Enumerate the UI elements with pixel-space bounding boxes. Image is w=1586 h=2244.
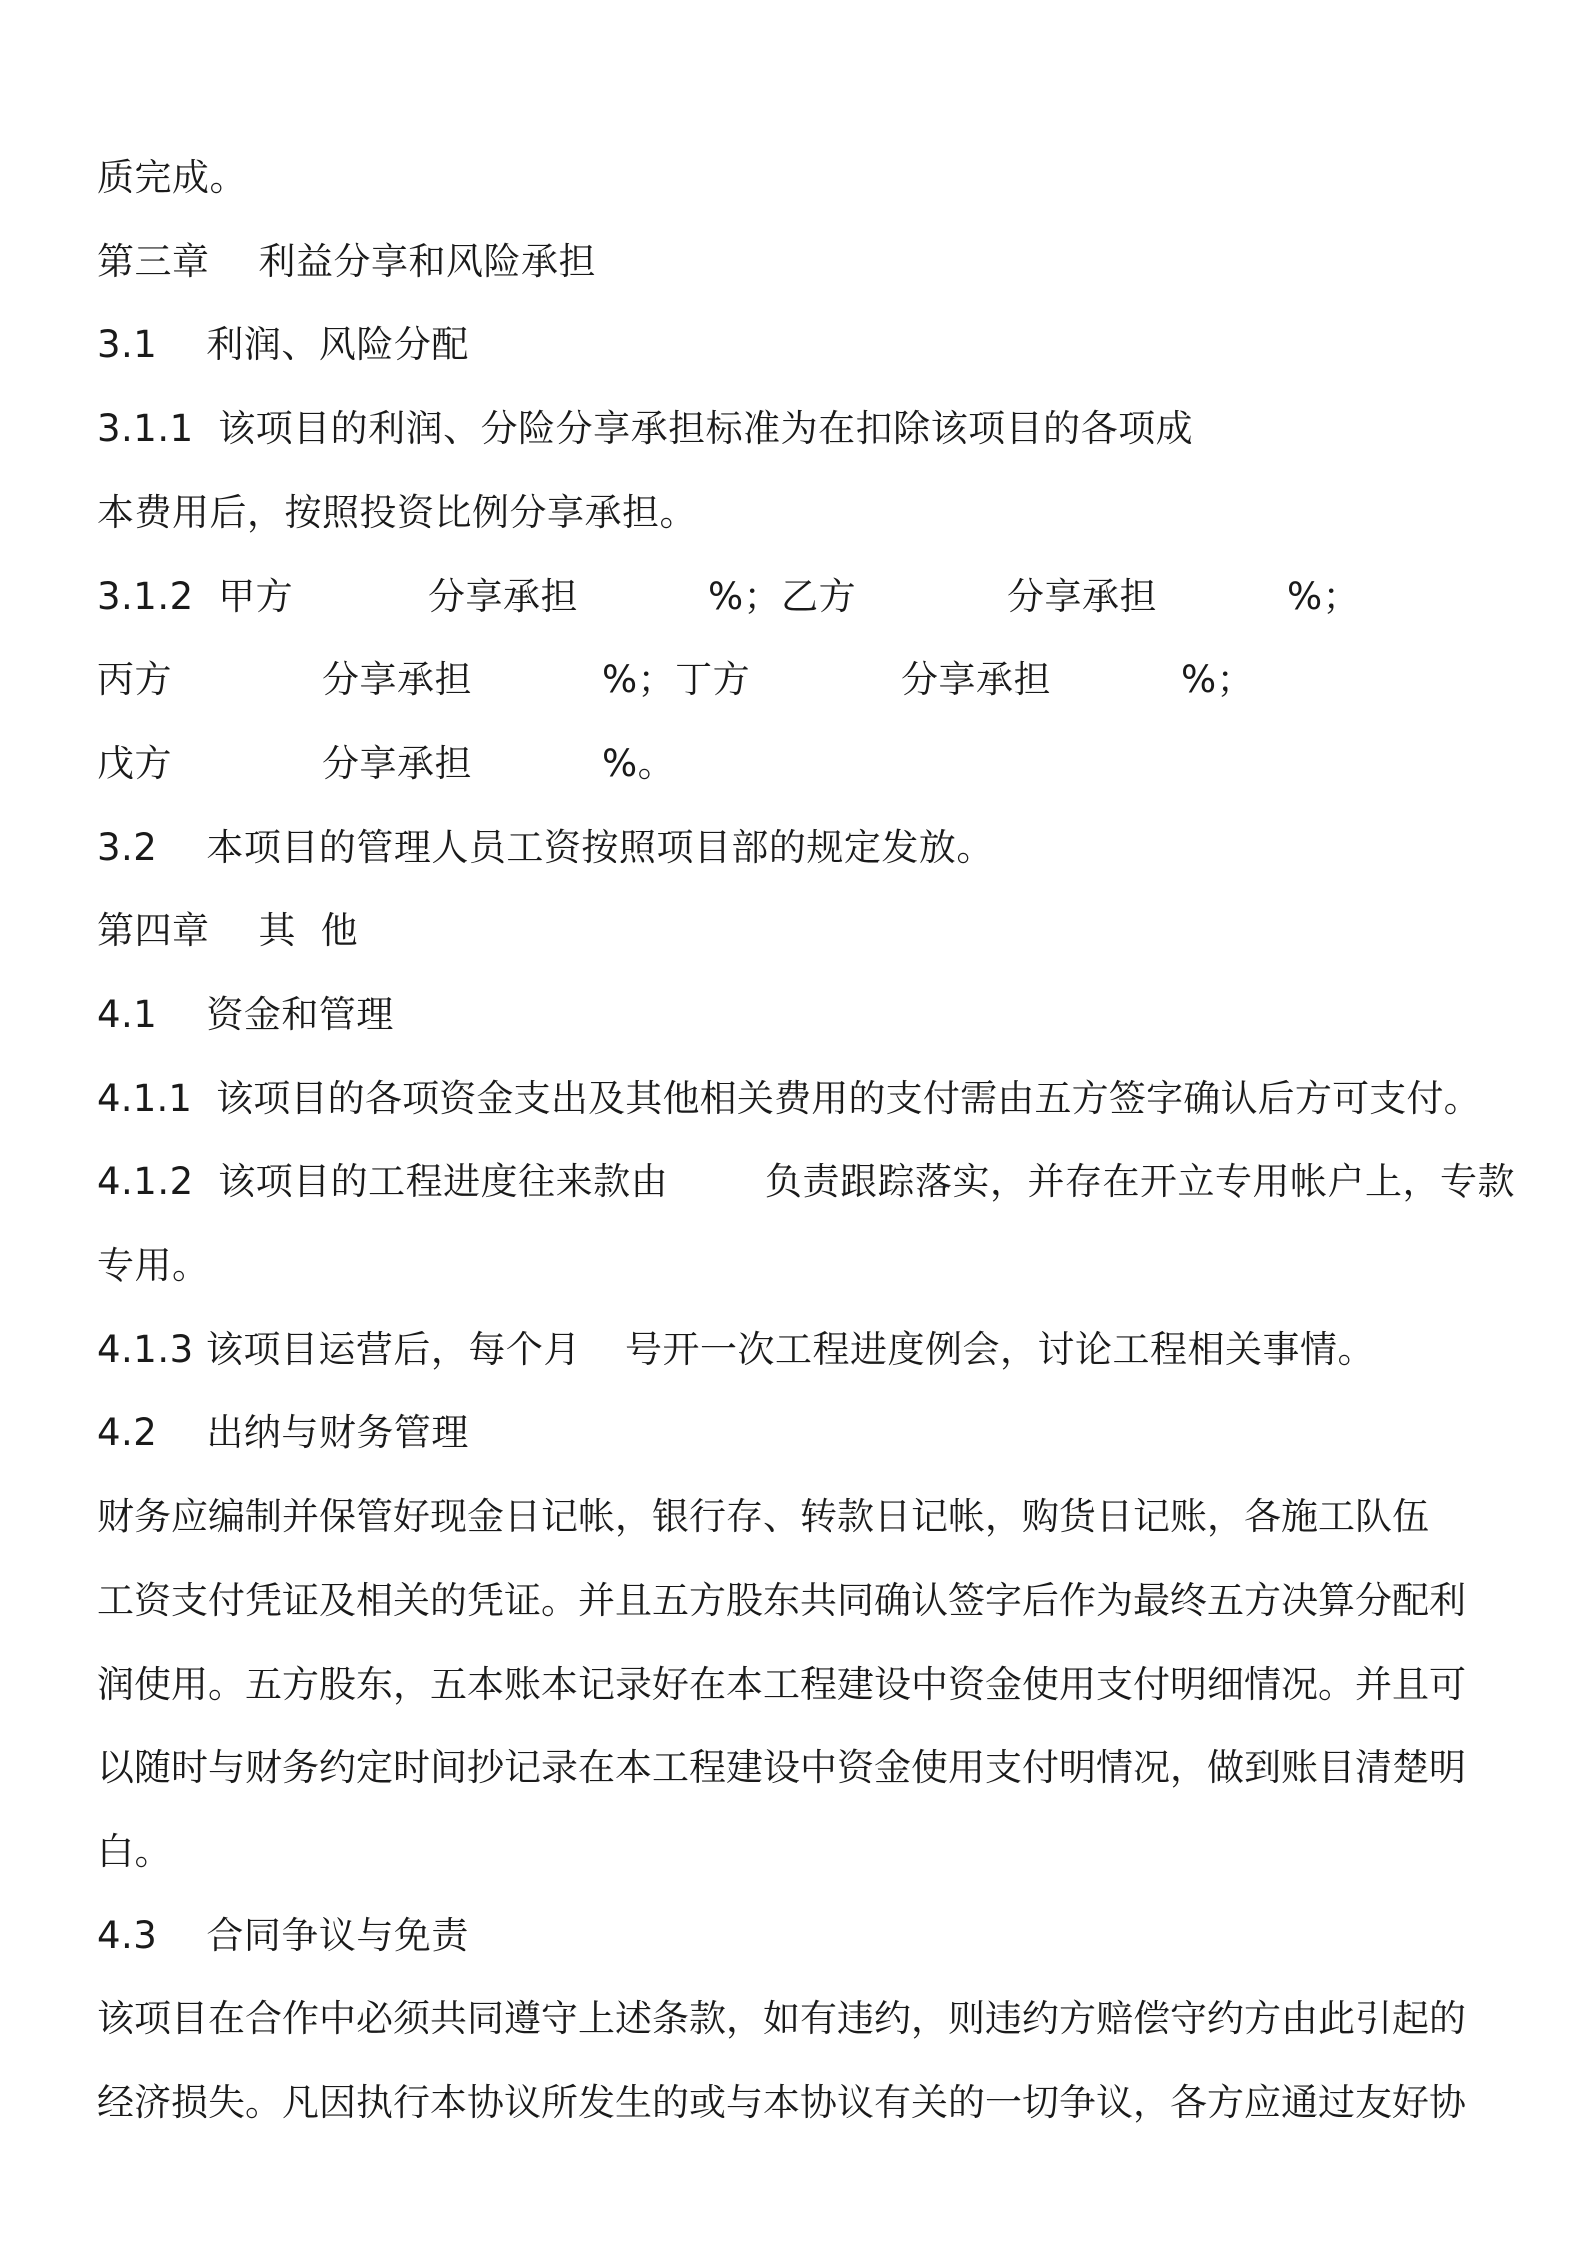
share-label: 分享承担 — [322, 658, 472, 701]
clause-3-1-1-line-1: 3.1.1 该项目的利润、分险分享承担标准为在扣除该项目的各项成 — [97, 407, 1194, 450]
clause-4-1-2-end: 负责跟踪落实，并存在开立专用帐户上，专款 — [765, 1160, 1515, 1203]
clause-4-1-3-start: 4.1.3 该项目运营后，每个月 — [97, 1328, 581, 1371]
share-label: 分享承担 — [1007, 575, 1157, 618]
section-4-3-heading: 4.3 合同争议与免责 — [97, 1914, 469, 1957]
clause-4-1-3 — [97, 1326, 1517, 1374]
clause-3-1-2-line-3 — [97, 740, 1497, 788]
section-3-2-text: 3.2 本项目的管理人员工资按照项目部的规定发放。 — [97, 826, 994, 869]
paragraph-4-2-line-5: 白。 — [97, 1830, 172, 1873]
party-a-label: 3.1.2 甲方 — [97, 575, 294, 618]
clause-3-1-2-line-2 — [97, 656, 1497, 704]
chapter-4-heading: 第四章 其 他 — [97, 909, 359, 952]
chapter-3-heading: 第三章 利益分享和风险承担 — [97, 240, 597, 283]
share-label: 分享承担 — [901, 658, 1051, 701]
percent-party-b-label: %；乙方 — [708, 575, 857, 618]
clause-4-1-1: 4.1.1 该项目的各项资金支出及其他相关费用的支付需由五方签字确认后方可支付。 — [97, 1077, 1481, 1120]
section-4-1-heading: 4.1 资金和管理 — [97, 993, 394, 1036]
paragraph-4-2-line-4: 以随时与财务约定时间抄记录在本工程建设中资金使用支付明情况，做到账目清楚明 — [97, 1746, 1466, 1789]
clause-3-1-1-line-2: 本费用后，按照投资比例分享承担。 — [97, 491, 697, 534]
clause-3-1-2-line-1 — [97, 573, 1497, 621]
clause-4-1-3-end: 号开一次工程进度例会，讨论工程相关事情。 — [625, 1328, 1375, 1371]
percent-party-d-label: %；丁方 — [602, 658, 751, 701]
clause-4-1-2-start: 4.1.2 该项目的工程进度往来款由 — [97, 1160, 669, 1203]
paragraph-4-3-line-1: 该项目在合作中必须共同遵守上述条款，如有违约，则违约方赔偿守约方由此引起的 — [97, 1997, 1466, 2040]
party-c-label: 丙方 — [97, 658, 172, 701]
party-e-label: 戊方 — [97, 742, 172, 785]
percent-label: %； — [1287, 575, 1361, 618]
paragraph-4-2-line-1: 财务应编制并保管好现金日记帐，银行存、转款日记帐，购货日记账，各施工队伍 — [97, 1495, 1429, 1538]
clause-4-1-2-line-1 — [97, 1158, 1517, 1206]
paragraph-4-2-line-2: 工资支付凭证及相关的凭证。并且五方股东共同确认签字后作为最终五方决算分配利 — [97, 1579, 1466, 1622]
paragraph-4-2-line-3: 润使用。五方股东，五本账本记录好在本工程建设中资金使用支付明细情况。并且可 — [97, 1663, 1466, 1706]
text-line-continuation: 质完成。 — [97, 156, 247, 199]
paragraph-4-3-line-2: 经济损失。凡因执行本协议所发生的或与本协议有关的一切争议，各方应通过友好协 — [97, 2081, 1466, 2124]
share-label: 分享承担 — [428, 575, 578, 618]
percent-label: %； — [1181, 658, 1255, 701]
section-4-2-heading: 4.2 出纳与财务管理 — [97, 1411, 469, 1454]
percent-label: %。 — [602, 742, 676, 785]
section-3-1-heading: 3.1 利润、风险分配 — [97, 323, 469, 366]
share-label: 分享承担 — [322, 742, 472, 785]
clause-4-1-2-line-2: 专用。 — [97, 1244, 210, 1287]
